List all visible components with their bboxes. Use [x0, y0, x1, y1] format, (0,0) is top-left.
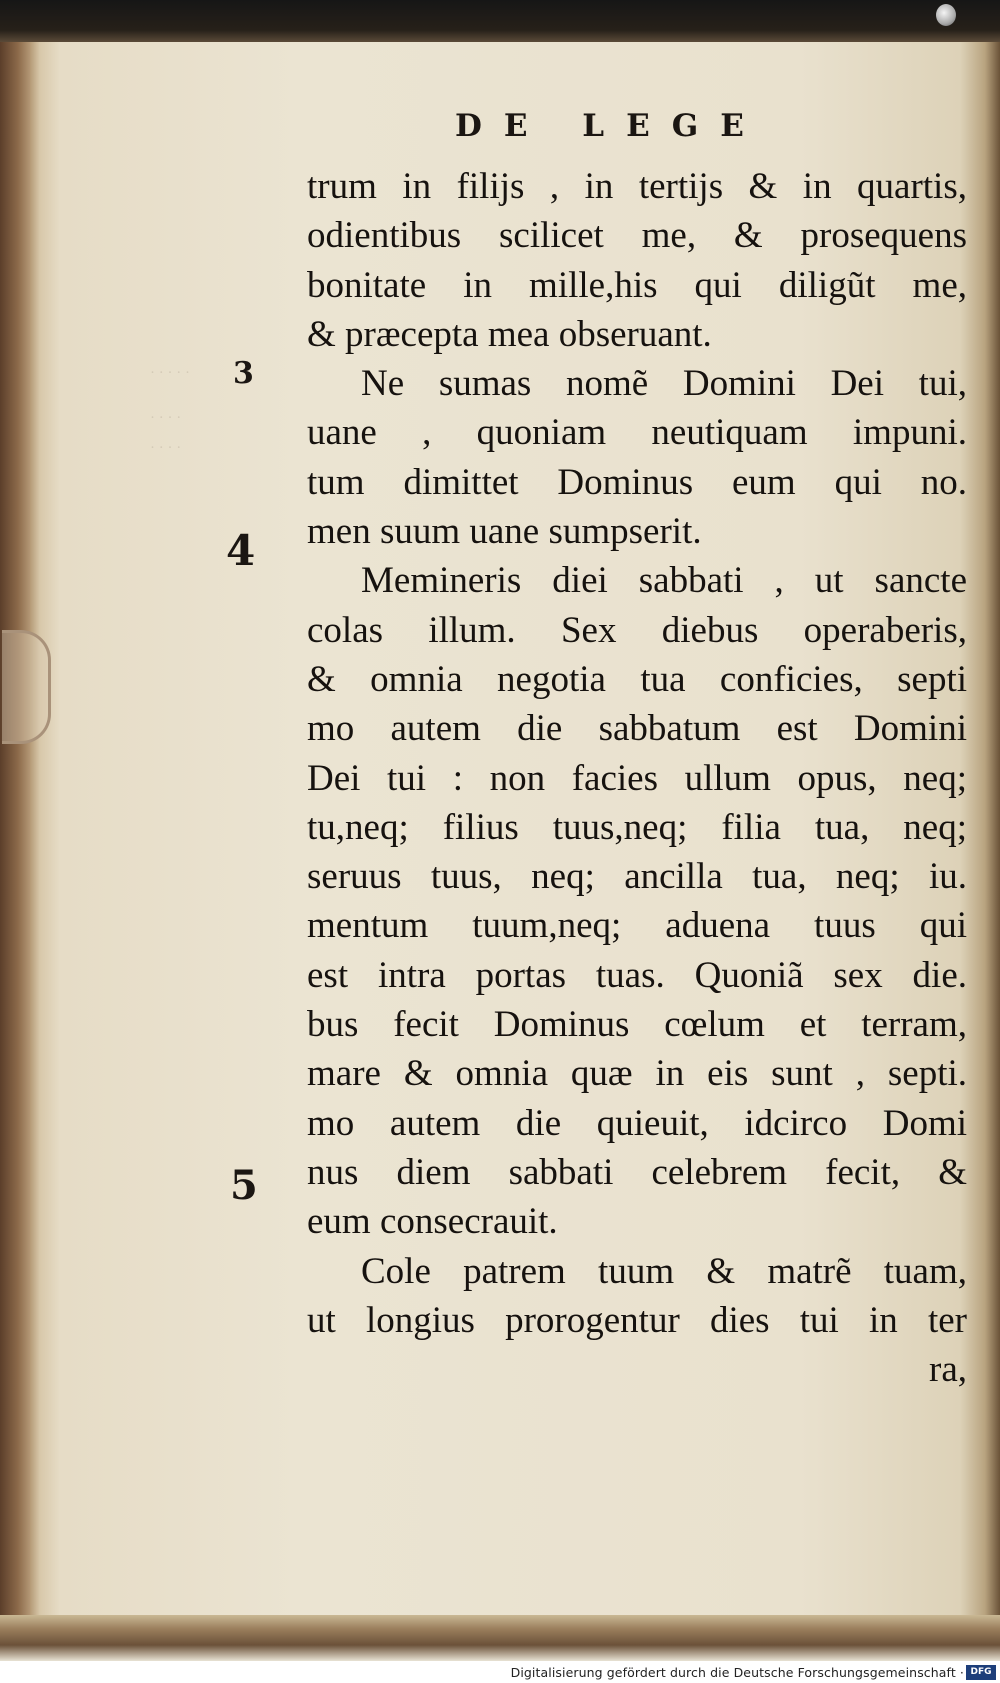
text-line: mare & omnia quæ in eis sunt , septi. [307, 1053, 967, 1095]
text-line: bonitate in mille,his qui diligũt me, [307, 264, 967, 306]
page-bottom-edge [0, 1615, 1000, 1661]
text-line: odientibus scilicet me, & prosequens [307, 215, 967, 257]
text-line: mo autem die sabbatum est Domini [307, 708, 967, 750]
footer-credit: Digitalisierung gefördert durch die Deutsche Forschungsgemeinschaft · [510, 1665, 964, 1680]
text-line: mentum tuum,neq; aduena tuus qui [307, 905, 967, 947]
footer-bar [0, 1661, 1000, 1683]
book-clasp [2, 630, 51, 744]
text-line: & præcepta mea obseruant. [307, 313, 712, 355]
text-line: tu,neq; filius tuus,neq; filia tua, neq; [307, 806, 967, 848]
margin-number-4: 4 [226, 526, 256, 575]
text-line: nus diem sabbati celebrem fecit, & [307, 1151, 967, 1193]
text-line: mo autem die quieuit, idcirco Domi [307, 1102, 967, 1144]
running-head: DE LEGE [455, 108, 766, 144]
text-line: seruus tuus, neq; ancilla tua, neq; iu. [307, 856, 967, 898]
book-cover-edge [0, 40, 30, 1630]
text-line: Ne sumas nomẽ Domini Dei tui, [361, 363, 967, 405]
text-line: est intra portas tuas. Quoniã sex die. [307, 954, 967, 996]
text-line: bus fecit Dominus cœlum et terram, [307, 1004, 967, 1046]
text-line: Cole patrem tuum & matrẽ tuam, [361, 1250, 967, 1292]
page-text [307, 162, 967, 1394]
text-line: tum dimittet Dominus eum qui no. [307, 461, 967, 503]
text-line: & omnia negotia tua conficies, septi [307, 658, 967, 700]
pin-icon [936, 4, 956, 26]
text-line: men suum uane sumpserit. [307, 511, 702, 553]
dfg-logo: DFG [966, 1665, 996, 1680]
book-scan: · · · · · · · · · · · · · DE LEGE 3 4 5 trum in filijs , in tertijs & in quartis, odientibus scilicet me, & prosequens bonitate in mille,his qui diligũt me, & præcepta mea obseruant. Ne sumas nomẽ Domini Dei tui, uane , quoniam neutiquam impuni. tum dimittet Dominus eum qui no. men suum uane sumpserit. Memineris diei sabbati , ut sancte colas illum. Sex diebus operaberis, & omnia negotia tua conficies, septi mo autem die sabbatum est Domini Dei tui : non facies ullum opus, neq; tu,neq; filius tuus,neq; filia tua, neq; seruus tuus, neq; ancilla tua, neq; iu. mentum tuum,neq; aduena tuus qui est intra portas tuas. Quoniã sex die. bus fecit Dominus cœlum et terram, mare & omnia quæ in eis sunt , septi. mo autem die quieuit, idcirco Domi nus diem sabbati celebrem fecit, & eum consecrauit. Cole patrem tuum & matrẽ tuam, ut longius prorogentur dies tui in ter ra, [0, 0, 1000, 1683]
text-line: colas illum. Sex diebus operaberis, [307, 609, 967, 651]
margin-number-5: 5 [230, 1162, 258, 1209]
text-line: ra, [929, 1349, 967, 1391]
text-line: ut longius prorogentur dies tui in ter [307, 1299, 967, 1341]
text-line: trum in filijs , in tertijs & in quartis, [307, 166, 967, 207]
margin-number-3: 3 [233, 356, 254, 391]
text-line: uane , quoniam neutiquam impuni. [307, 412, 967, 454]
scan-top-border [0, 0, 1000, 42]
text-line: Dei tui : non facies ullum opus, neq; [307, 757, 967, 799]
text-line: Memineris diei sabbati , ut sancte [361, 560, 967, 602]
text-line: eum consecrauit. [307, 1201, 558, 1243]
